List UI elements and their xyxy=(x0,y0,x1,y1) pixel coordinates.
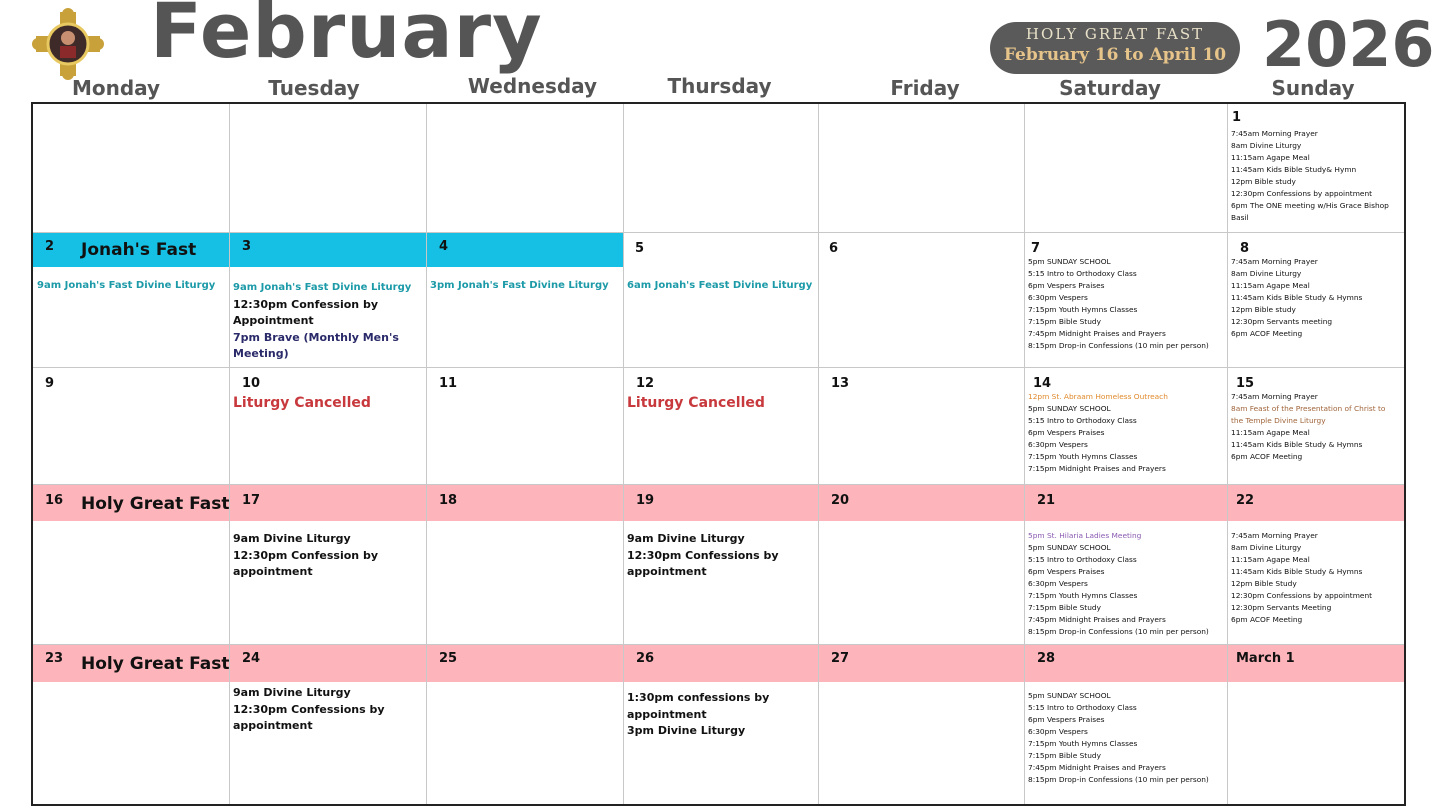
event-list xyxy=(1231,530,1372,626)
event-item: 8am Divine Liturgy xyxy=(1231,543,1302,552)
dayname-monday: Monday xyxy=(71,76,161,100)
event-item: 8:15pm Drop-in Confessions (10 min per person) xyxy=(1028,775,1209,784)
event-item: 11:45am Kids Bible Study & Hymns xyxy=(1231,440,1363,449)
event-item: appointment xyxy=(627,707,707,721)
event-item: 5:15 Intro to Orthodoxy Class xyxy=(1028,703,1137,712)
day-cell-mar-1 xyxy=(1228,645,1404,804)
event-item: 8:15pm Drop-in Confessions (10 min per person) xyxy=(1028,341,1209,350)
day-number: 13 xyxy=(831,376,850,391)
event-list xyxy=(1028,690,1209,786)
fast-badge-dates: February 16 to April 10 xyxy=(1003,45,1227,65)
day-number: 17 xyxy=(242,493,261,508)
calendar-grid xyxy=(31,102,1406,806)
dayname-wednesday: Wednesday xyxy=(467,74,598,98)
day-cell-feb-23 xyxy=(33,645,230,804)
event-item: 6pm ACOF Meeting xyxy=(1231,615,1303,624)
day-number: 19 xyxy=(636,493,655,508)
fast-badge-title: HOLY GREAT FAST xyxy=(1025,25,1205,43)
day-number: 22 xyxy=(1236,493,1255,508)
event-item: 7:45pm Midnight Praises and Prayers xyxy=(1028,615,1166,624)
event-item: 6:30pm Vespers xyxy=(1028,440,1088,449)
event-item: 5pm SUNDAY SCHOOL xyxy=(1028,543,1111,552)
event-item: appointment xyxy=(233,719,313,732)
day-number: 21 xyxy=(1037,493,1056,508)
day-number: 2 xyxy=(45,239,55,254)
holy-great-fast-badge xyxy=(990,22,1240,74)
event-item: 7:45am Morning Prayer xyxy=(1231,257,1318,266)
event-item: 6:30pm Vespers xyxy=(1028,579,1088,588)
day-number: 4 xyxy=(439,239,449,254)
day-cell-feb-4 xyxy=(427,233,624,368)
day-number: 10 xyxy=(242,376,261,391)
event-item: 9am Divine Liturgy xyxy=(233,532,351,545)
event-item: 12:30pm Confessions by appointment xyxy=(1231,189,1373,198)
day-cell-feb-19 xyxy=(624,485,819,645)
day-number: 7 xyxy=(1031,241,1041,256)
event-item: 12:30pm Confessions by appointment xyxy=(1231,591,1373,600)
day-cell-feb-22 xyxy=(1228,485,1404,645)
event-item: 7pm Brave (Monthly Men's xyxy=(233,330,399,344)
day-number: 26 xyxy=(636,651,655,666)
church-logo-icon xyxy=(30,6,106,82)
event-item: 11:45am Kids Bible Study & Hymns xyxy=(1231,567,1363,576)
day-number: 24 xyxy=(242,651,261,666)
event-list xyxy=(1028,391,1168,475)
event-item: 6:30pm Vespers xyxy=(1028,727,1088,736)
day-cell-empty xyxy=(230,104,427,233)
event-item: 6pm Vespers Praises xyxy=(1028,281,1105,290)
day-number: 6 xyxy=(829,241,839,256)
day-cell-feb-28 xyxy=(1025,645,1228,804)
event-list xyxy=(1231,128,1389,224)
day-number: 28 xyxy=(1037,651,1056,666)
event-item: 12pm Bible Study xyxy=(1231,579,1297,588)
day-number: 1 xyxy=(1232,110,1242,125)
event-item: 12:30pm Confessions by xyxy=(233,702,385,716)
day-cell-feb-11 xyxy=(427,368,624,485)
day-number: 11 xyxy=(439,376,458,391)
day-cell-feb-2 xyxy=(33,233,230,368)
event-item: 9am Divine Liturgy xyxy=(233,686,351,699)
event-item: 6pm The ONE meeting w/His Grace Bishop xyxy=(1231,201,1389,210)
day-cell-feb-18 xyxy=(427,485,624,645)
event-item: 11:15am Agape Meal xyxy=(1231,281,1310,290)
day-number: 15 xyxy=(1236,376,1255,391)
day-cell-feb-5 xyxy=(624,233,819,368)
event-item-highlight: 12pm St. Abraam Homeless Outreach xyxy=(1028,392,1168,401)
day-cell-feb-24 xyxy=(230,645,427,804)
event-item: 6pm Vespers Praises xyxy=(1028,428,1105,437)
event-item: 7:15pm Youth Hymns Classes xyxy=(1028,739,1138,748)
event-item: 7:15pm Youth Hymns Classes xyxy=(1028,305,1138,314)
event-item: Basil xyxy=(1231,213,1249,222)
day-number: 12 xyxy=(636,376,655,391)
day-cell-empty xyxy=(819,104,1025,233)
event-item: 11:15am Agape Meal xyxy=(1231,555,1310,564)
event-item: 6:30pm Vespers xyxy=(1028,293,1088,302)
jonahs-fast-title: Jonah's Fast xyxy=(81,240,197,260)
day-cell-feb-8 xyxy=(1228,233,1404,368)
day-number: 18 xyxy=(439,493,458,508)
day-cell-feb-9 xyxy=(33,368,230,485)
event-item: 7:15pm Youth Hymns Classes xyxy=(1028,452,1138,461)
day-cell-feb-14 xyxy=(1025,368,1228,485)
event-item: 12:30pm Confession by xyxy=(233,548,379,562)
day-cell-feb-27 xyxy=(819,645,1025,804)
event-item: 11:45am Kids Bible Study & Hymns xyxy=(1231,293,1363,302)
day-cell-empty xyxy=(33,104,230,233)
event-list xyxy=(1231,256,1362,340)
day-cell-feb-6 xyxy=(819,233,1025,368)
event-item: 8am Divine Liturgy xyxy=(1231,141,1302,150)
event-list xyxy=(1028,256,1209,352)
dayname-sunday: Sunday xyxy=(1271,76,1355,100)
day-cell-feb-10 xyxy=(230,368,427,485)
day-cell-feb-21 xyxy=(1025,485,1228,645)
event-item: Appointment xyxy=(233,314,314,327)
liturgy-cancelled-note: Liturgy Cancelled xyxy=(233,395,371,411)
event-item: 7:45am Morning Prayer xyxy=(1231,392,1318,401)
event-list xyxy=(627,690,769,740)
event-item: 8:15pm Drop-in Confessions (10 min per person) xyxy=(1028,627,1209,636)
event-item-highlight: 5pm St. Hilaria Ladies Meeting xyxy=(1028,531,1142,540)
day-number: 23 xyxy=(45,651,64,666)
event-item: 6pm ACOF Meeting xyxy=(1231,452,1303,461)
event-list xyxy=(233,280,411,363)
event-item: 11:15am Agape Meal xyxy=(1231,428,1310,437)
day-cell-empty xyxy=(427,104,624,233)
event-item: 6pm Vespers Praises xyxy=(1028,715,1105,724)
event-item: 7:15pm Bible Study xyxy=(1028,317,1101,326)
event-list xyxy=(1028,530,1209,638)
liturgy-cancelled-note: Liturgy Cancelled xyxy=(627,395,765,411)
event-list xyxy=(627,531,779,581)
day-number: 5 xyxy=(635,241,645,256)
event-item: 5:15 Intro to Orthodoxy Class xyxy=(1028,269,1137,278)
day-number: 25 xyxy=(439,651,458,666)
event-item: 12pm Bible study xyxy=(1231,305,1296,314)
event-item: 7:45pm Midnight Praises and Prayers xyxy=(1028,329,1166,338)
day-cell-feb-7 xyxy=(1025,233,1228,368)
event-item: 5:15 Intro to Orthodoxy Class xyxy=(1028,416,1137,425)
day-number: 9 xyxy=(45,376,55,391)
event-item: 11:45am Kids Bible Study& Hymn xyxy=(1231,165,1357,174)
day-number: 14 xyxy=(1033,376,1052,391)
day-cell-feb-13 xyxy=(819,368,1025,485)
event-item: 7:15pm Bible Study xyxy=(1028,751,1101,760)
holy-great-fast-title: Holy Great Fast xyxy=(81,654,230,674)
event-item: 7:45am Morning Prayer xyxy=(1231,129,1318,138)
dayname-friday: Friday xyxy=(890,76,960,100)
event-item: 12pm Bible study xyxy=(1231,177,1296,186)
event-item: 6pm ACOF Meeting xyxy=(1231,329,1303,338)
event-item: 6am Jonah's Feast Divine Liturgy xyxy=(627,280,813,291)
event-item: 1:30pm confessions by xyxy=(627,691,770,704)
dayname-tuesday: Tuesday xyxy=(268,76,360,100)
day-number: March 1 xyxy=(1236,651,1295,666)
event-item: 5pm SUNDAY SCHOOL xyxy=(1028,691,1111,700)
year-title: 2026 xyxy=(1262,8,1435,81)
event-item-feast: 8am Feast of the Presentation of Christ to xyxy=(1231,404,1386,413)
day-number: 27 xyxy=(831,651,850,666)
day-cell-feb-26 xyxy=(624,645,819,804)
event-item: appointment xyxy=(233,565,313,578)
day-cell-feb-20 xyxy=(819,485,1025,645)
event-item: 7:15pm Bible Study xyxy=(1028,603,1101,612)
event-item: 9am Jonah's Fast Divine Liturgy xyxy=(37,280,216,291)
event-item: appointment xyxy=(627,565,707,578)
event-item: 12:30pm Servants Meeting xyxy=(1231,603,1332,612)
event-item: 12:30pm Confession by xyxy=(233,297,379,311)
dayname-thursday: Thursday xyxy=(667,74,772,98)
day-cell-feb-17 xyxy=(230,485,427,645)
day-number: 16 xyxy=(45,493,64,508)
event-item: 5pm SUNDAY SCHOOL xyxy=(1028,257,1111,266)
month-title: February xyxy=(150,0,543,75)
day-cell-feb-1 xyxy=(1228,104,1404,233)
event-item: 9am Divine Liturgy xyxy=(627,532,745,545)
event-item: 7:45pm Midnight Praises and Prayers xyxy=(1028,763,1166,772)
event-item-feast: the Temple Divine Liturgy xyxy=(1231,416,1326,425)
event-item: 11:15am Agape Meal xyxy=(1231,153,1310,162)
event-item: 5pm SUNDAY SCHOOL xyxy=(1028,404,1111,413)
day-number: 8 xyxy=(1240,241,1250,256)
day-cell-feb-12 xyxy=(624,368,819,485)
event-item: 8am Divine Liturgy xyxy=(1231,269,1302,278)
event-item: 3pm Jonah's Fast Divine Liturgy xyxy=(430,280,609,291)
event-item: 7:45am Morning Prayer xyxy=(1231,531,1318,540)
event-list xyxy=(233,531,378,581)
day-cell-empty xyxy=(1025,104,1228,233)
event-item: 9am Jonah's Fast Divine Liturgy xyxy=(233,282,412,293)
event-list xyxy=(1231,391,1385,463)
day-cell-empty xyxy=(624,104,819,233)
event-item: 12:30pm Servants meeting xyxy=(1231,317,1333,326)
day-cell-feb-15 xyxy=(1228,368,1404,485)
event-item: 12:30pm Confessions by xyxy=(627,548,779,562)
day-number: 20 xyxy=(831,493,850,508)
event-item: 6pm Vespers Praises xyxy=(1028,567,1105,576)
event-item: Meeting) xyxy=(233,347,289,360)
event-item: 7:15pm Midnight Praises and Prayers xyxy=(1028,464,1166,473)
event-item: 5:15 Intro to Orthodoxy Class xyxy=(1028,555,1137,564)
dayname-saturday: Saturday xyxy=(1059,76,1161,100)
holy-great-fast-title: Holy Great Fast xyxy=(81,494,230,514)
event-item: 7:15pm Youth Hymns Classes xyxy=(1028,591,1138,600)
day-cell-feb-16 xyxy=(33,485,230,645)
day-cell-feb-3 xyxy=(230,233,427,368)
day-cell-feb-25 xyxy=(427,645,624,804)
event-item: 3pm Divine Liturgy xyxy=(627,724,746,737)
event-list xyxy=(233,685,385,735)
day-number: 3 xyxy=(242,239,252,254)
